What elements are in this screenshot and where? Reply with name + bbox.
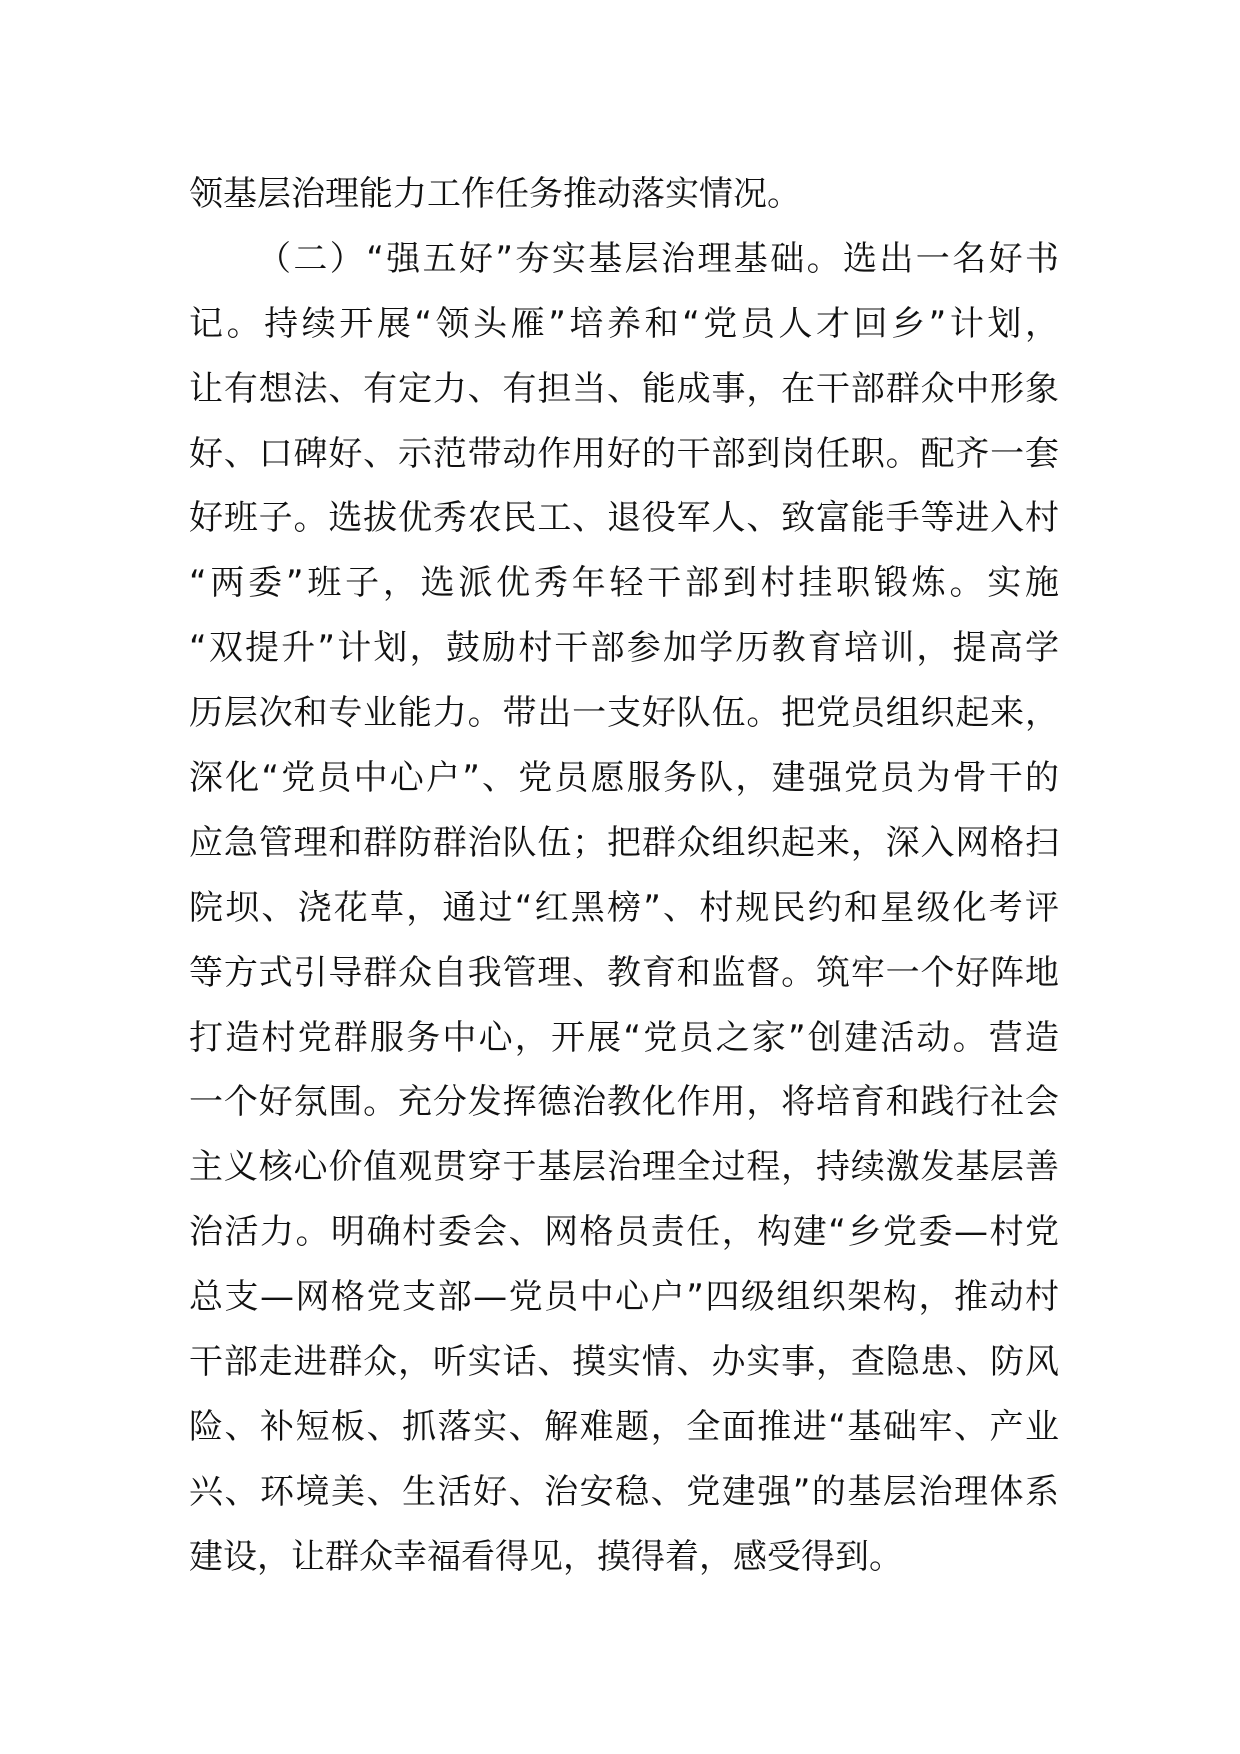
- text-line: 记。持续开展“领头雁”培养和“党员人才回乡”计划，: [189, 303, 1059, 344]
- text-line: “双提升”计划，鼓励村干部参加学历教育培训，提高学: [189, 628, 1059, 669]
- text-line: “两委”班子，选派优秀年轻干部到村挂职锻炼。实施: [189, 563, 1059, 604]
- text-line: 总支—网格党支部—党员中心户”四级组织架构，推动村: [189, 1277, 1059, 1318]
- text-line: 等方式引导群众自我管理、教育和监督。筑牢一个好阵地: [189, 952, 1059, 993]
- body-text: [189, 162, 1059, 1590]
- text-line: 干部走进群众，听实话、摸实情、办实事，查隐患、防风: [189, 1342, 1059, 1383]
- section-heading-line: （二）“强五好”夯实基层治理基础。选出一名好书: [257, 238, 1059, 279]
- text-line: 主义核心价值观贯穿于基层治理全过程，持续激发基层善: [189, 1147, 1059, 1188]
- text-line: 历层次和专业能力。带出一支好队伍。把党员组织起来，: [189, 693, 1059, 734]
- text-line: 一个好氛围。充分发挥德治教化作用，将培育和践行社会: [189, 1082, 1059, 1123]
- text-line: 建设，让群众幸福看得见，摸得着，感受得到。: [189, 1536, 903, 1577]
- text-line: 兴、环境美、生活好、治安稳、党建强”的基层治理体系: [189, 1471, 1059, 1512]
- text-line: 好班子。选拔优秀农民工、退役军人、致富能手等进入村: [189, 498, 1059, 539]
- text-line: 深化“党员中心户”、党员愿服务队，建强党员为骨干的: [189, 758, 1059, 799]
- text-line: 应急管理和群防群治队伍；把群众组织起来，深入网格扫: [189, 822, 1059, 863]
- text-line: 好、口碑好、示范带动作用好的干部到岗任职。配齐一套: [189, 433, 1059, 474]
- text-line: 让有想法、有定力、有担当、能成事，在干部群众中形象: [189, 368, 1059, 409]
- text-line: 打造村党群服务中心，开展“党员之家”创建活动。营造: [189, 1017, 1059, 1058]
- text-line: 领基层治理能力工作任务推动落实情况。: [189, 174, 801, 214]
- text-line: 险、补短板、抓落实、解难题，全面推进“基础牢、产业: [189, 1406, 1059, 1447]
- text-line: 院坝、浇花草，通过“红黑榜”、村规民约和星级化考评: [189, 887, 1059, 928]
- text-line: 治活力。明确村委会、网格员责任，构建“乡党委—村党: [189, 1212, 1059, 1253]
